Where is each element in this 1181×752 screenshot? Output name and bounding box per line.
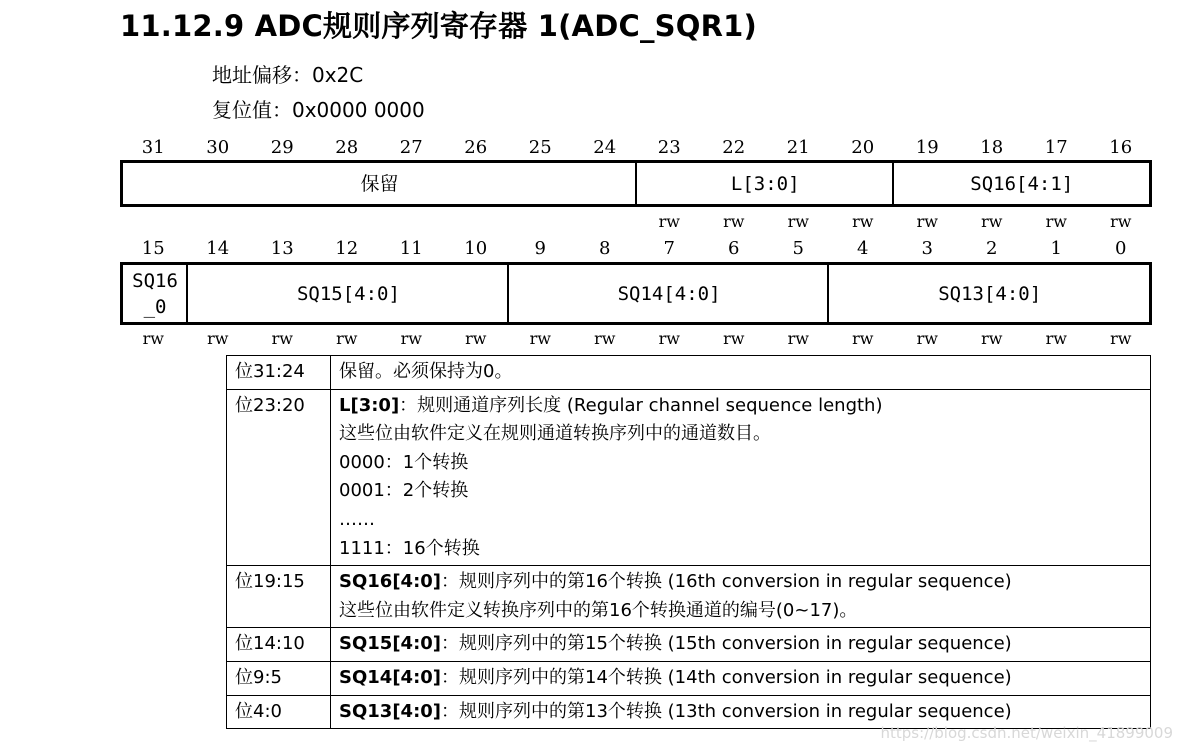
section-title: 11.12.9 ADC规则序列寄存器 1(ADC_SQR1) — [120, 9, 757, 43]
bit-number: 27 — [399, 137, 423, 158]
bit-number: 6 — [728, 238, 740, 259]
bit-number: 19 — [915, 137, 939, 158]
access-type: rw — [1045, 329, 1067, 348]
description-line — [339, 506, 1142, 535]
bit-range: 位14:10 — [227, 628, 331, 662]
description-text: …… — [339, 508, 375, 530]
bit-number: 29 — [270, 137, 294, 158]
bit-range: 位23:20 — [227, 389, 331, 566]
access-type: rw — [787, 212, 809, 231]
access-type: rw — [529, 329, 551, 348]
field-name: SQ16[4:0] — [339, 571, 442, 593]
description-text: 0001：2个转换 — [339, 480, 469, 502]
description-line — [339, 630, 1142, 659]
bit-description — [331, 628, 1151, 662]
bit-description — [331, 661, 1151, 695]
access-type: rw — [1045, 212, 1067, 231]
bit-number: 11 — [399, 238, 423, 259]
bit-number: 14 — [206, 238, 230, 259]
register-field — [892, 163, 1151, 204]
description-line — [339, 358, 1142, 387]
bit-number: 5 — [792, 238, 804, 259]
register-field — [123, 265, 187, 322]
bit-number: 18 — [980, 137, 1004, 158]
access-type: rw — [852, 212, 874, 231]
description-line — [339, 597, 1142, 626]
access-type: rw — [981, 329, 1003, 348]
register-field-name: SQ16[4:1] — [970, 172, 1074, 195]
description-text: 这些位由软件定义转换序列中的第16个转换通道的编号(0~17)。 — [339, 599, 858, 621]
bit-description-table — [226, 355, 1151, 729]
description-row — [227, 628, 1151, 662]
upper-access-row — [121, 212, 1153, 232]
access-type: rw — [400, 329, 422, 348]
access-type: rw — [207, 329, 229, 348]
bit-number: 28 — [335, 137, 359, 158]
bit-number: 21 — [786, 137, 810, 158]
register-field — [507, 265, 830, 322]
bit-number: 23 — [657, 137, 681, 158]
access-type: rw — [465, 329, 487, 348]
bit-number: 10 — [464, 238, 488, 259]
access-type: rw — [723, 212, 745, 231]
bit-number: 7 — [663, 238, 675, 259]
upper-bit-numbers — [121, 137, 1153, 159]
bit-number: 13 — [270, 238, 294, 259]
description-row — [227, 389, 1151, 566]
description-row — [227, 356, 1151, 390]
access-type: rw — [142, 329, 164, 348]
register-lower-half — [120, 262, 1152, 325]
bit-number: 9 — [534, 238, 546, 259]
access-type: rw — [594, 329, 616, 348]
description-row — [227, 566, 1151, 628]
access-type: rw — [723, 329, 745, 348]
description-text: ：规则序列中的第15个转换 (15th conversion in regular sequence) — [441, 633, 1012, 655]
access-type: rw — [658, 212, 680, 231]
access-type: rw — [916, 212, 938, 231]
lower-bit-numbers — [121, 238, 1153, 260]
bit-number: 0 — [1115, 238, 1127, 259]
bit-number: 3 — [921, 238, 933, 259]
access-type: rw — [658, 329, 680, 348]
bit-number: 24 — [593, 137, 617, 158]
field-name: SQ13[4:0] — [339, 700, 442, 722]
bit-number: 15 — [141, 238, 165, 259]
bit-number: 12 — [335, 238, 359, 259]
description-line — [339, 664, 1142, 693]
register-field-name: 保留 — [360, 172, 399, 195]
field-name: SQ15[4:0] — [339, 633, 442, 655]
bit-number: 8 — [599, 238, 611, 259]
register-field-name: SQ15[4:0] — [296, 282, 400, 305]
description-text: ：规则序列中的第16个转换 (16th conversion in regular sequence) — [441, 571, 1012, 593]
register-field — [123, 163, 636, 204]
bit-description — [331, 356, 1151, 390]
description-line — [339, 420, 1142, 449]
bit-description — [331, 389, 1151, 566]
description-text: 保留。必须保持为0。 — [339, 361, 513, 382]
bit-number: 31 — [141, 137, 165, 158]
bit-number: 26 — [464, 137, 488, 158]
address-offset: 地址偏移：0x2C — [212, 63, 364, 87]
bit-description — [331, 566, 1151, 628]
register-field — [635, 163, 894, 204]
description-row — [227, 661, 1151, 695]
bit-number: 2 — [986, 238, 998, 259]
description-line — [339, 568, 1142, 597]
bit-number: 20 — [851, 137, 875, 158]
register-field-name: SQ14[4:0] — [617, 282, 721, 305]
bit-number: 1 — [1050, 238, 1062, 259]
description-line — [339, 392, 1142, 421]
lower-access-row — [121, 329, 1153, 349]
register-field-name: L[3:0] — [730, 172, 800, 195]
watermark: https://blog.csdn.net/weixin_41899009 — [880, 724, 1173, 742]
access-type: rw — [852, 329, 874, 348]
access-type: rw — [787, 329, 809, 348]
access-type: rw — [916, 329, 938, 348]
field-name: L[3:0] — [339, 394, 400, 416]
access-type: rw — [1110, 212, 1132, 231]
bit-number: 25 — [528, 137, 552, 158]
description-line — [339, 477, 1142, 506]
access-type: rw — [271, 329, 293, 348]
register-field-name: SQ16 _0 — [132, 269, 178, 318]
bit-number: 16 — [1109, 137, 1133, 158]
register-upper-half — [120, 160, 1152, 207]
access-type: rw — [336, 329, 358, 348]
field-name: SQ14[4:0] — [339, 666, 442, 688]
bit-range: 位4:0 — [227, 695, 331, 729]
bit-range: 位31:24 — [227, 356, 331, 390]
description-text: ：规则通道序列长度 (Regular channel sequence length) — [399, 394, 883, 416]
bit-range: 位19:15 — [227, 566, 331, 628]
bit-number: 30 — [206, 137, 230, 158]
bit-range: 位9:5 — [227, 661, 331, 695]
bit-number: 17 — [1044, 137, 1068, 158]
register-field-name: SQ13[4:0] — [938, 282, 1042, 305]
description-text: ：规则序列中的第13个转换 (13th conversion in regular sequence) — [441, 700, 1012, 722]
bit-number: 4 — [857, 238, 869, 259]
description-line — [339, 698, 1142, 727]
register-field — [827, 265, 1150, 322]
reset-value: 复位值：0x0000 0000 — [212, 98, 425, 122]
bit-number: 22 — [722, 137, 746, 158]
description-line — [339, 535, 1142, 564]
access-type: rw — [981, 212, 1003, 231]
description-text: 这些位由软件定义在规则通道转换序列中的通道数目。 — [339, 423, 771, 445]
description-text: 1111：16个转换 — [339, 537, 480, 559]
description-text: 0000：1个转换 — [339, 451, 469, 473]
register-field — [186, 265, 509, 322]
access-type: rw — [1110, 329, 1132, 348]
description-text: ：规则序列中的第14个转换 (14th conversion in regular sequence) — [441, 666, 1012, 688]
description-line — [339, 449, 1142, 478]
